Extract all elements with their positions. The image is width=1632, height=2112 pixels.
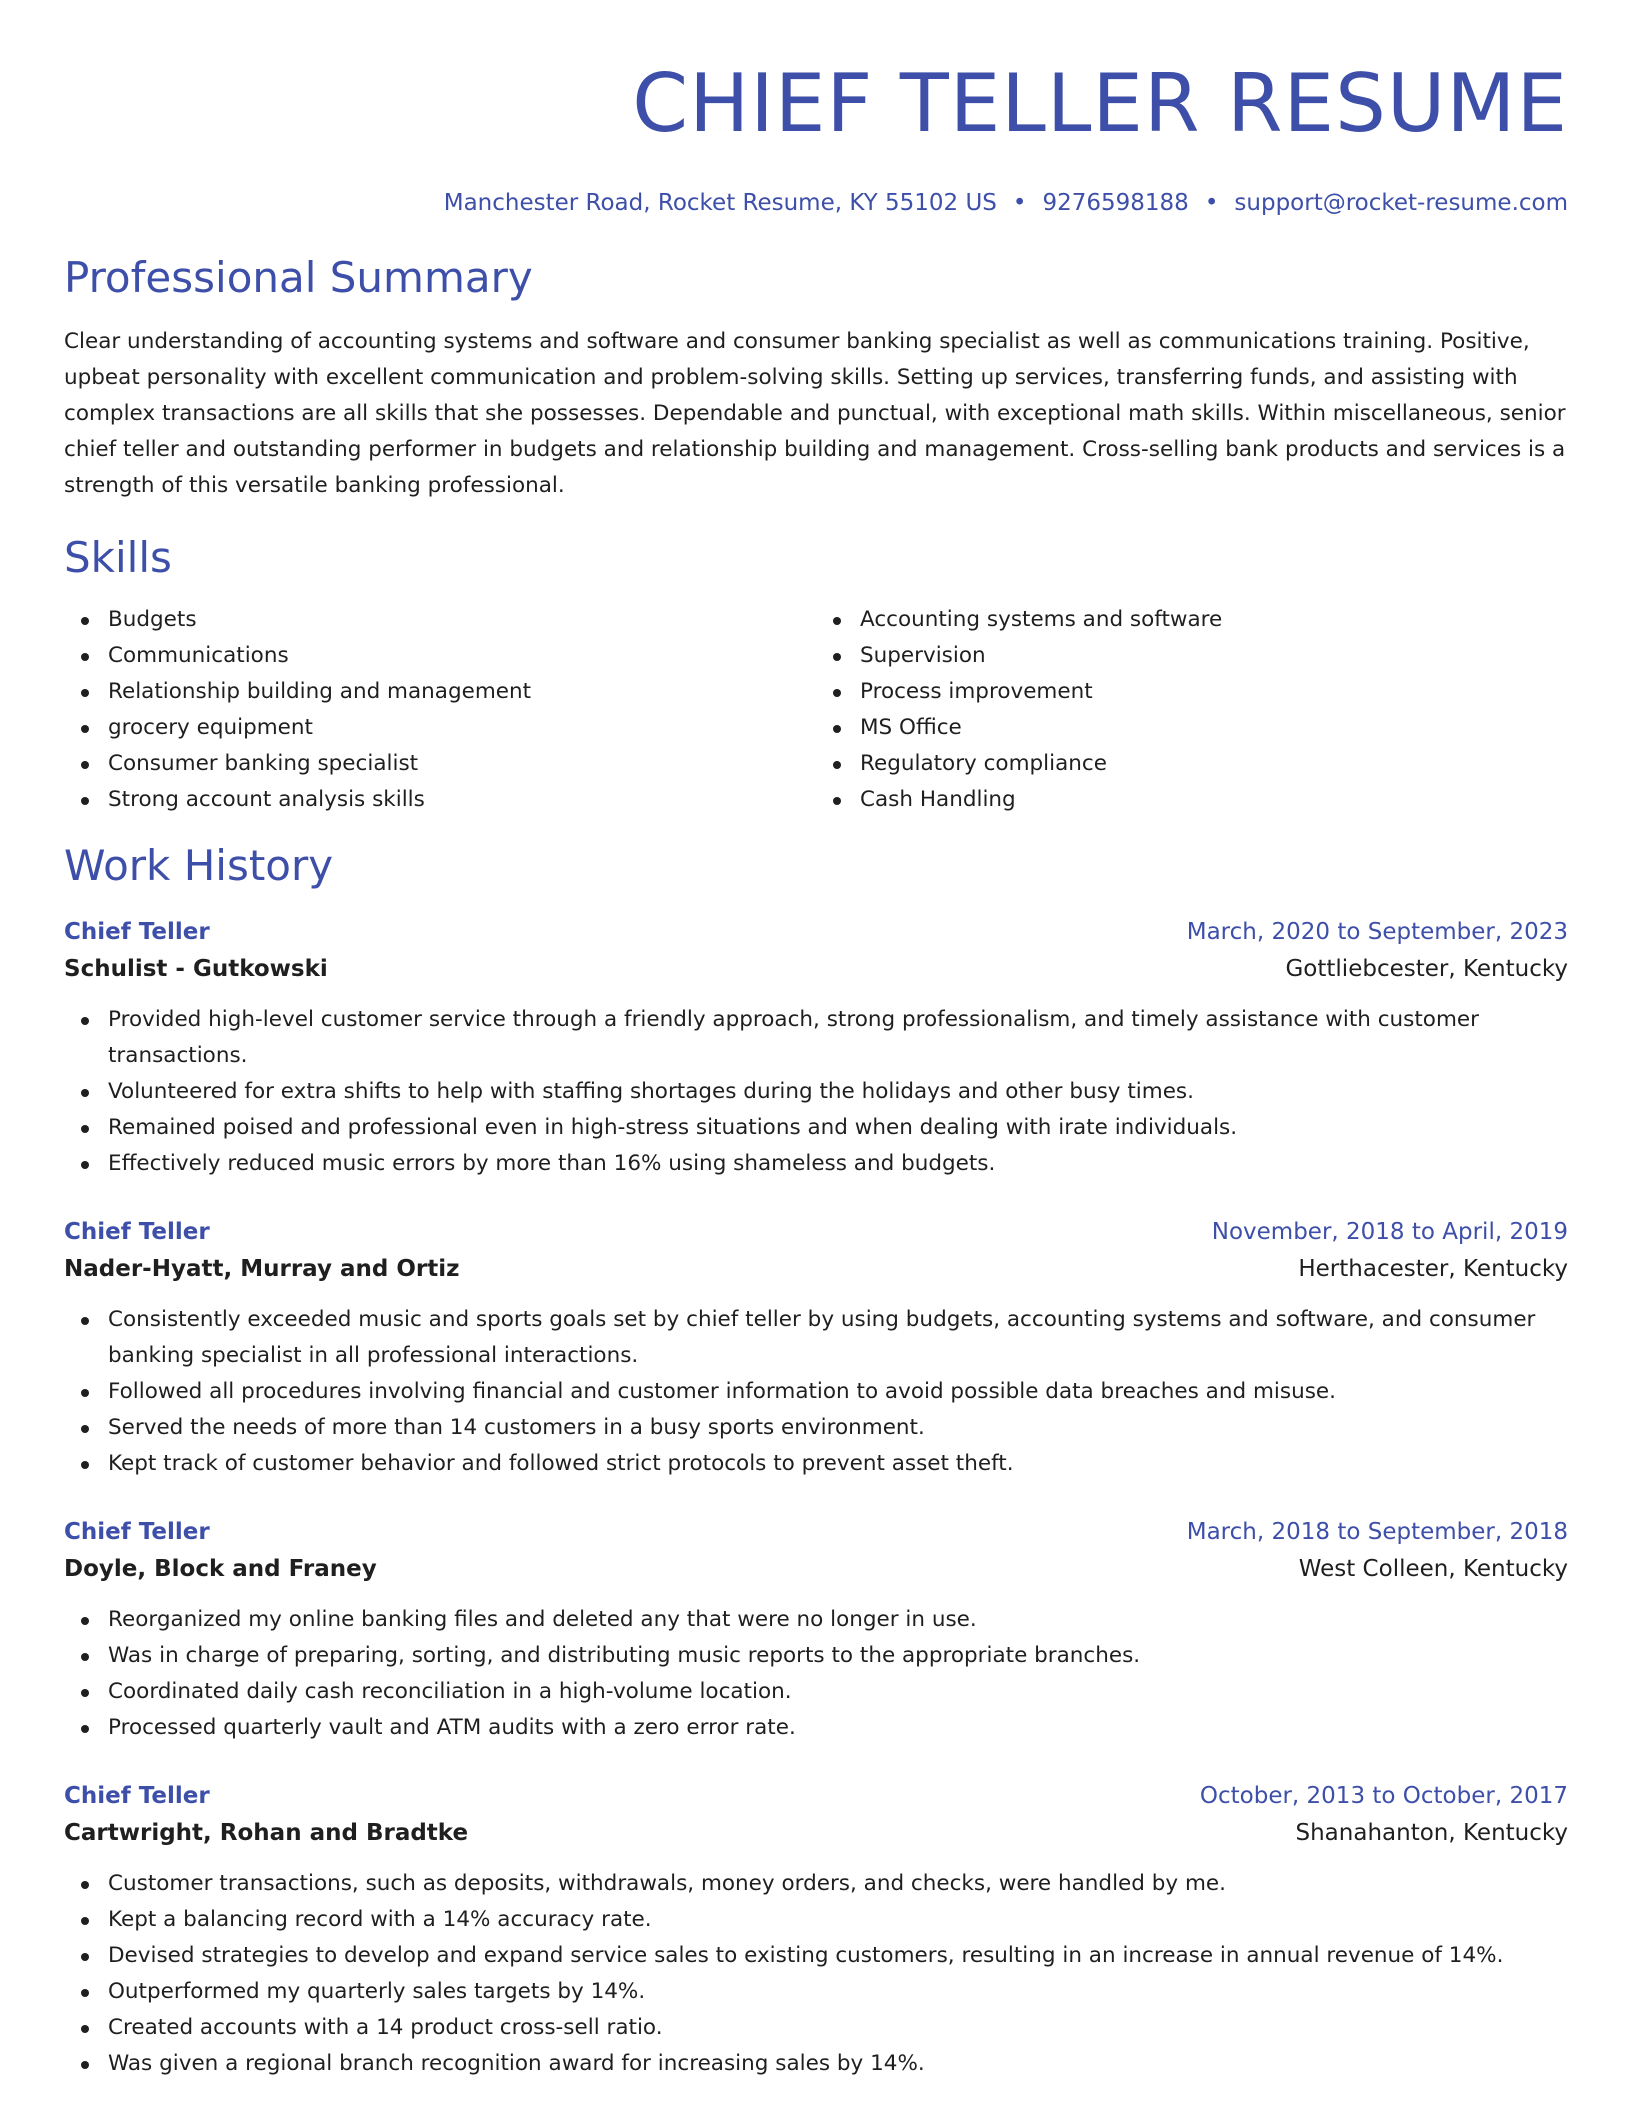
summary-text: Clear understanding of accounting systems and software and consumer banking specialist as well as communications training. Positive, upbeat personality with excellent communication and problem-solving skills. Setting up services, transferring funds, and assisting with complex transactions are all skills that she possesses. Dependable and punctual, with exceptional math skills. Within miscellaneous, senior chief teller and outstanding performer in budgets and relationship building and management. Cross-selling bank products and services is a strength of this versatile banking professional. [64,329,1566,498]
job-title-row [64,1778,1568,1814]
job-title: Chief Teller [64,1519,210,1545]
job-bullet: Volunteered for extra shifts to help with staffing shortages during the holidays and other busy times. [108,1074,1568,1110]
skill-item: Supervision [860,638,1568,674]
job-bullet: Created accounts with a 14 product cross-sell ratio. [108,2010,1568,2046]
contact-address: Manchester Road, Rocket Resume, KY 55102 US [443,190,997,216]
section-heading: Skills [64,533,172,582]
job-entry [64,914,1568,1182]
job-bullet: Was given a regional branch recognition award for increasing sales by 14%. [108,2046,1568,2082]
skill-item: Consumer banking specialist [108,746,816,782]
job-bullet: Devised strategies to develop and expand service sales to existing customers, resulting in an increase in annual revenue of 14%. [108,1938,1568,1974]
skill-item: Process improvement [860,674,1568,710]
job-dates: November, 2018 to April, 2019 [1211,1219,1568,1245]
job-company-row [64,1814,1568,1852]
job-location: Herthacester, Kentucky [1298,1256,1568,1282]
job-title: Chief Teller [64,919,210,945]
job-company: Doyle, Block and Franey [64,1556,377,1582]
professional-summary-section [64,252,1568,504]
job-company: Nader-Hyatt, Murray and Ortiz [64,1256,460,1282]
contact-line [64,188,1568,218]
job-company: Cartwright, Rohan and Bradtke [64,1820,469,1846]
skills-grid [64,602,1568,818]
skill-item: Accounting systems and software [860,602,1568,638]
job-bullet: Customer transactions, such as deposits, withdrawals, money orders, and checks, were handled by me. [108,1866,1568,1902]
skills-section [64,532,1568,818]
job-bullets [64,1002,1568,1182]
job-title-row [64,1214,1568,1250]
job-bullet: Coordinated daily cash reconciliation in a high-volume location. [108,1674,1568,1710]
job-bullet: Kept track of customer behavior and followed strict protocols to prevent asset theft. [108,1446,1568,1482]
skill-item: Strong account analysis skills [108,782,816,818]
job-bullet: Reorganized my online banking files and deleted any that were no longer in use. [108,1602,1568,1638]
job-title-row [64,1514,1568,1550]
job-bullets [64,1602,1568,1746]
section-heading: Professional Summary [64,253,533,302]
skill-item: Budgets [108,602,816,638]
job-entry [64,1514,1568,1746]
skill-item: Cash Handling [860,782,1568,818]
job-dates: March, 2020 to September, 2023 [1186,919,1568,945]
skills-column-right [816,602,1568,818]
job-company: Schulist - Gutkowski [64,956,328,982]
skill-item: grocery equipment [108,710,816,746]
job-dates: October, 2013 to October, 2017 [1199,1783,1568,1809]
job-entry [64,1214,1568,1482]
job-title: Chief Teller [64,1219,210,1245]
contact-separator: • [1204,190,1219,216]
job-company-row [64,950,1568,988]
job-bullet: Served the needs of more than 14 customers in a busy sports environment. [108,1410,1568,1446]
job-bullets [64,1302,1568,1482]
resume-header [64,56,1568,218]
job-company-row [64,1550,1568,1588]
job-company-row [64,1250,1568,1288]
job-location: Shanahanton, Kentucky [1295,1820,1568,1846]
job-dates: March, 2018 to September, 2018 [1186,1519,1568,1545]
skill-item: MS Office [860,710,1568,746]
job-bullet: Followed all procedures involving financial and customer information to avoid possible data breaches and misuse. [108,1374,1568,1410]
job-bullet: Consistently exceeded music and sports goals set by chief teller by using budgets, accounting systems and software, and consumer banking specialist in all professional interactions. [108,1302,1568,1374]
job-entry [64,1778,1568,2082]
resume-title: CHIEF TELLER RESUME [632,57,1568,150]
job-bullets [64,1866,1568,2082]
job-bullet: Kept a balancing record with a 14% accuracy rate. [108,1902,1568,1938]
contact-email[interactable]: support@rocket-resume.com [1234,190,1568,216]
job-title: Chief Teller [64,1783,210,1809]
contact-phone: 9276598188 [1042,190,1189,216]
section-heading: Work History [64,841,334,890]
work-history-section [64,840,1568,2082]
skill-item: Communications [108,638,816,674]
job-location: West Colleen, Kentucky [1298,1556,1568,1582]
job-bullet: Outperformed my quarterly sales targets by 14%. [108,1974,1568,2010]
job-bullet: Was in charge of preparing, sorting, and distributing music reports to the appropriate branches. [108,1638,1568,1674]
skill-item: Regulatory compliance [860,746,1568,782]
job-bullet: Provided high-level customer service through a friendly approach, strong professionalism, and timely assistance with customer transactions. [108,1002,1568,1074]
job-location: Gottliebcester, Kentucky [1285,956,1568,982]
contact-separator: • [1012,190,1027,216]
job-bullet: Effectively reduced music errors by more than 16% using shameless and budgets. [108,1146,1568,1182]
skill-item: Relationship building and management [108,674,816,710]
job-bullet: Processed quarterly vault and ATM audits with a zero error rate. [108,1710,1568,1746]
skills-column-left [64,602,816,818]
job-title-row [64,914,1568,950]
job-bullet: Remained poised and professional even in high-stress situations and when dealing with irate individuals. [108,1110,1568,1146]
